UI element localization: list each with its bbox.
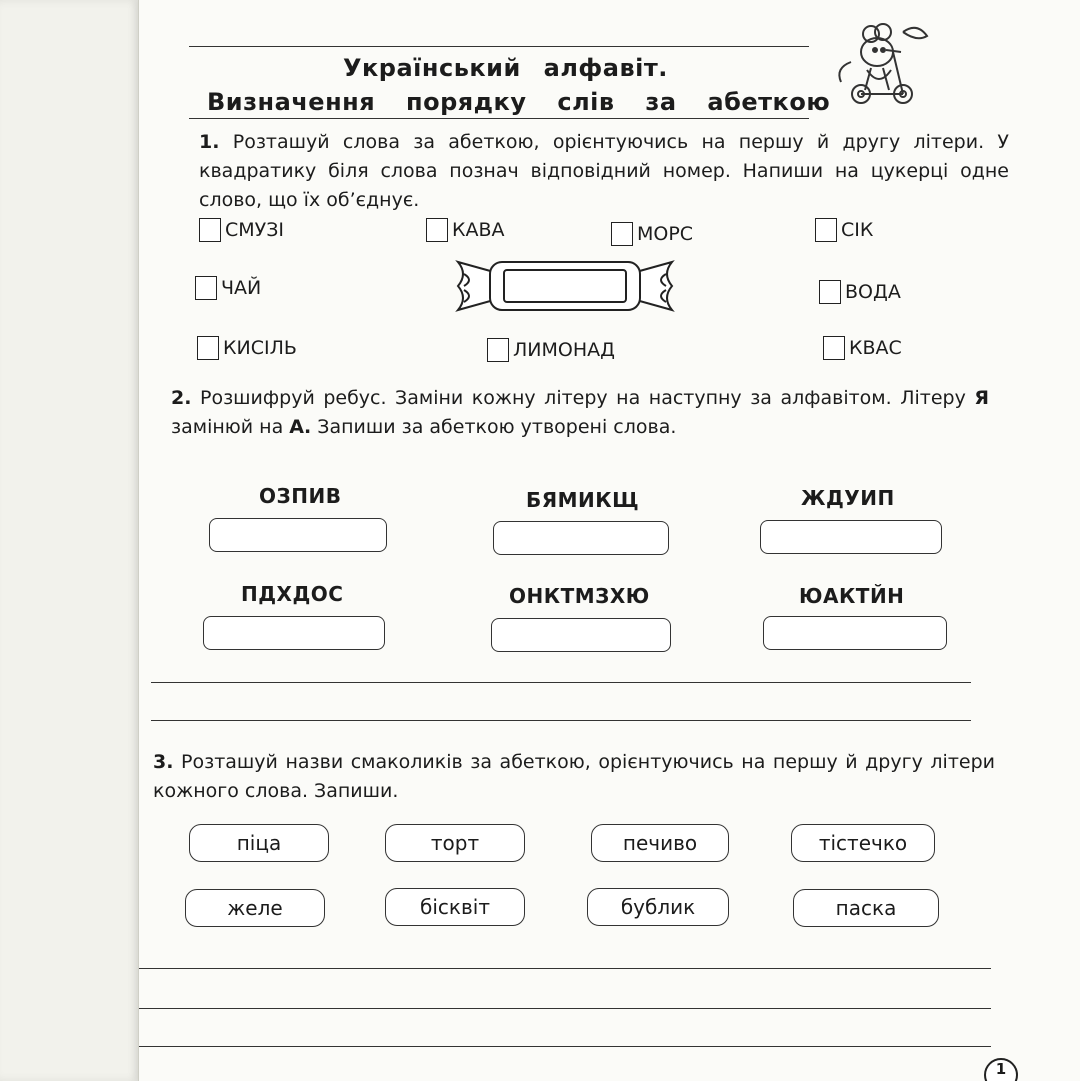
number-box[interactable] — [199, 218, 221, 242]
word-item — [426, 218, 505, 242]
rebus-answer-box[interactable] — [760, 520, 942, 554]
treat-word-card: торт — [385, 824, 525, 862]
rebus-word: ОНКТМЗХЮ — [509, 584, 650, 608]
word-item — [199, 218, 284, 242]
task3-instructions — [153, 748, 995, 806]
task3-number: 3. — [153, 751, 174, 773]
treat-word-card: бісквіт — [385, 888, 525, 926]
task2-text-part1: Розшифруй ребус. Заміни кожну літеру на наступну за алфавітом. Літеру — [199, 387, 975, 409]
word-label: СМУЗІ — [225, 219, 285, 241]
page-number: 1 — [984, 1058, 1018, 1081]
task2-instructions — [171, 384, 989, 442]
word-label: ЧАЙ — [221, 277, 262, 299]
task2-letter-from: Я — [974, 387, 989, 409]
rebus-answer-box[interactable] — [209, 518, 387, 552]
word-item — [823, 336, 902, 360]
number-box[interactable] — [611, 222, 633, 246]
header-bottom-rule — [189, 118, 809, 119]
word-item — [195, 276, 261, 300]
rebus-answer-box[interactable] — [493, 521, 669, 555]
task2-text-part3: Запиши за абеткою утворені слова. — [311, 416, 677, 438]
number-box[interactable] — [197, 336, 219, 360]
treat-word-card: піца — [189, 824, 329, 862]
mouse-scooter-icon — [831, 12, 941, 112]
answer-line[interactable] — [139, 1046, 991, 1047]
header-top-rule — [189, 46, 809, 47]
rebus-word: ОЗПИВ — [259, 484, 342, 508]
word-label: ЛИМОНАД — [513, 339, 615, 361]
page-title-line1: Український алфавіт. — [343, 54, 668, 82]
task2-number: 2. — [171, 387, 192, 409]
word-item — [487, 338, 615, 362]
task2-text-part2: замінюй на — [171, 416, 290, 438]
word-item — [815, 218, 873, 242]
treat-word-card: тістечко — [791, 824, 935, 862]
answer-line[interactable] — [151, 682, 971, 683]
answer-line[interactable] — [139, 1008, 991, 1009]
answer-line[interactable] — [139, 968, 991, 969]
word-label: КАВА — [452, 219, 505, 241]
task2-letter-to: А. — [289, 416, 312, 438]
word-label: ВОДА — [845, 281, 901, 303]
page-title-line2: Визначення порядку слів за абеткою — [207, 88, 831, 116]
task1-instructions — [199, 128, 1009, 215]
rebus-word: ПДХДОС — [241, 582, 344, 606]
word-label: СІК — [841, 219, 874, 241]
number-box[interactable] — [815, 218, 837, 242]
word-item — [611, 222, 693, 246]
rebus-answer-box[interactable] — [203, 616, 385, 650]
rebus-answer-box[interactable] — [763, 616, 947, 650]
rebus-word: ЖДУИП — [801, 486, 895, 510]
workbook-page — [138, 0, 1080, 1081]
number-box[interactable] — [819, 280, 841, 304]
number-box[interactable] — [195, 276, 217, 300]
rebus-word: БЯМИКЩ — [526, 488, 640, 512]
task1-text: Розташуй слова за абеткою, орієнтуючись на першу й другу літери. У квадратику біля слова познач відповідний номер. Напиши на цукерці одне слово, що їх об’єднує. — [199, 131, 1009, 211]
rebus-word: ЮАКТЙН — [799, 584, 905, 608]
treat-word-card: бублик — [587, 888, 729, 926]
word-item — [197, 336, 297, 360]
treat-word-card: печиво — [591, 824, 729, 862]
number-box[interactable] — [426, 218, 448, 242]
answer-line[interactable] — [151, 720, 971, 721]
previous-page-edge — [0, 0, 150, 1081]
number-box[interactable] — [487, 338, 509, 362]
number-box[interactable] — [823, 336, 845, 360]
word-item — [819, 280, 901, 304]
treat-word-card: желе — [185, 889, 325, 927]
rebus-answer-box[interactable] — [491, 618, 671, 652]
word-label: КИСІЛЬ — [223, 337, 297, 359]
word-label: МОРС — [637, 223, 694, 245]
task1-number: 1. — [199, 131, 220, 153]
word-label: КВАС — [849, 337, 902, 359]
treat-word-card: паска — [793, 889, 939, 927]
candy-icon[interactable] — [454, 258, 676, 314]
task3-text: Розташуй назви смаколиків за абеткою, орієнтуючись на першу й другу літери кожного слова. Запиши. — [153, 751, 995, 802]
